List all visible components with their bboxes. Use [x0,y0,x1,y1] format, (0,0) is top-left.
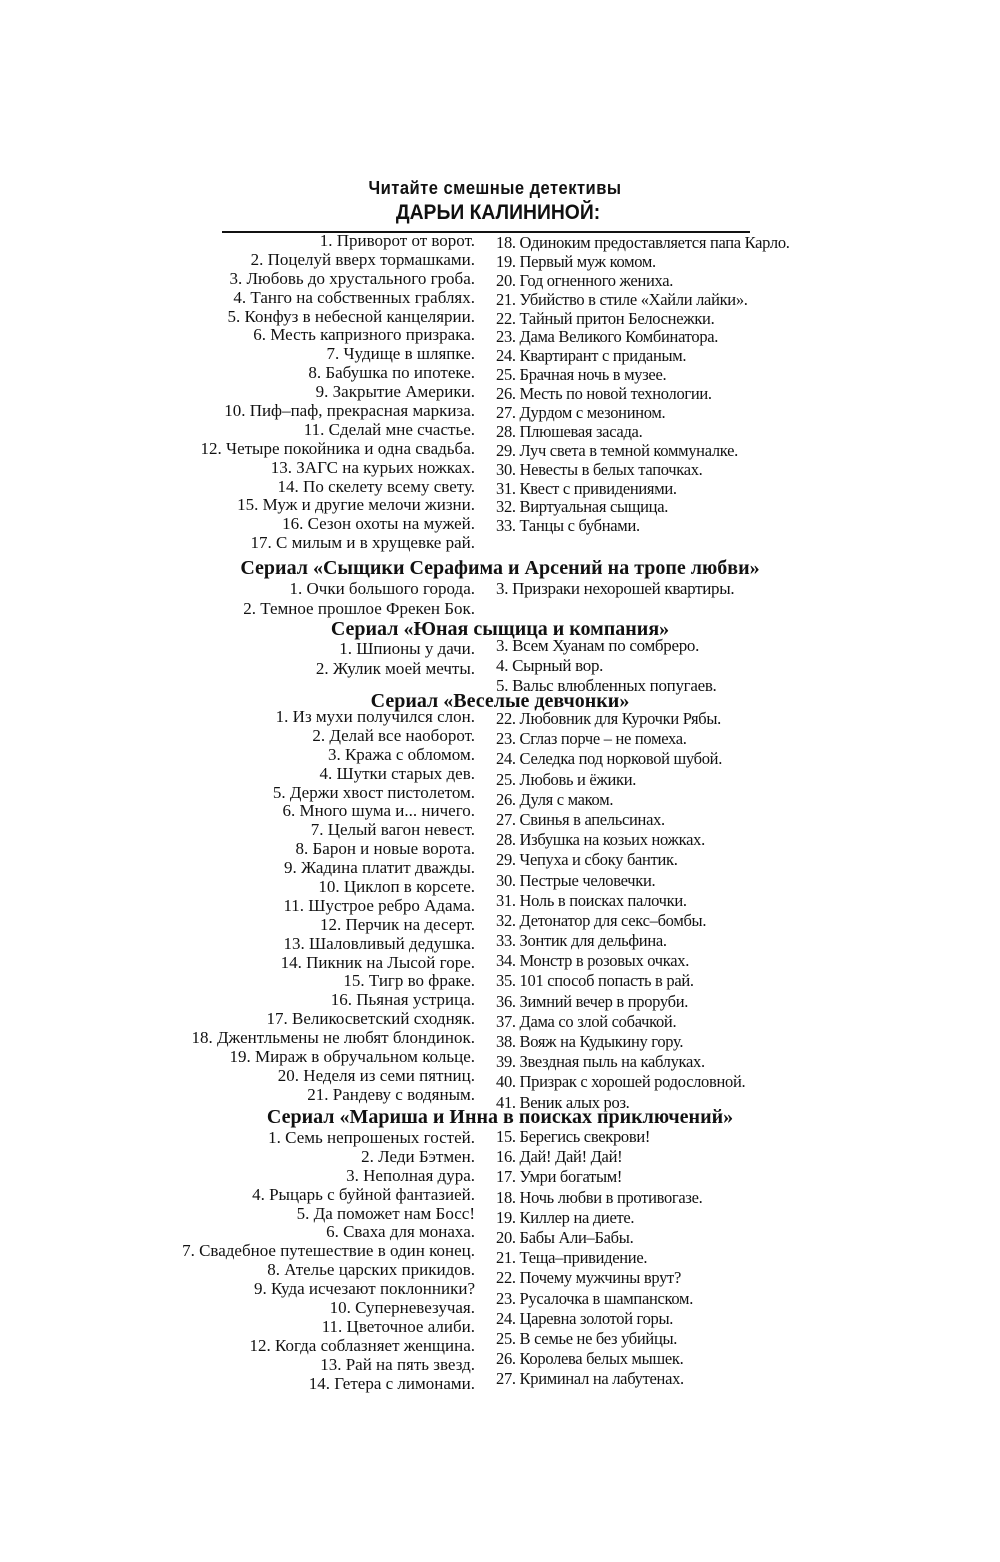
book-title: 5. Держи хвост пистолетом. [272,782,475,802]
book-title: 10. Циклоп в корсете. [318,877,475,897]
book-title: 7. Чудище в шляпке. [326,344,475,364]
book-title: 28. Плюшевая засада. [496,421,643,441]
book-title: 27. Криминал на лабутенах. [496,1369,684,1389]
book-title: 33. Зонтик для дельфина. [496,931,667,951]
book-title: 3. Призраки нехорошей квартиры. [496,579,735,598]
book-title: 16. Дай! Дай! Дай! [496,1147,623,1167]
book-title: 35. 101 способ попасть в рай. [496,971,694,991]
book-title: 20. Год огненного жениха. [496,270,674,290]
book-title: 17. Умри богатым! [496,1167,623,1187]
book-title: 36. Зимний вечер в проруби. [496,991,689,1011]
book-title: 8. Барон и новые ворота. [295,839,475,859]
book-title: 21. Рандеву с водяным. [307,1084,475,1104]
book-title: 11. Сделай мне счастье. [303,419,475,439]
book-title: 41. Веник алых роз. [496,1092,630,1112]
book-title: 4. Сырный вор. [496,656,604,675]
book-title: 23. Сглаз порче – не помеха. [496,729,687,749]
book-title: 27. Дурдом с мезонином. [496,403,666,423]
book-title: 20. Бабы Али–Бабы. [496,1227,634,1247]
book-title: 40. Призрак с хорошей родословной. [496,1072,746,1092]
book-title: 2. Темное прошлое Фрекен Бок. [243,598,475,618]
book-title: 3. Любовь до хрустального гроба. [229,268,475,288]
book-title: 16. Пьяная устрица. [330,990,475,1010]
book-title: 5. Вальс влюбленных попугаев. [496,676,717,695]
book-title: 9. Жадина платит дважды. [284,858,475,878]
book-title: 26. Месть по новой технологии. [496,384,712,404]
book-title: 23. Русалочка в шампанском. [496,1288,694,1308]
series-list-right [496,636,717,696]
book-title: 3. Всем Хуанам по сомбреро. [496,636,700,655]
series-list-left [182,1129,475,1393]
book-title: 22. Почему мужчины врут? [496,1268,681,1288]
book-title: 1. Семь непрошеных гостей. [268,1128,475,1147]
book-title: 18. Одиноким предоставляется папа Карло. [496,233,790,252]
author-name: ДАРЬИ КАЛИНИНОЙ: [395,201,601,224]
series-list-left [243,579,475,618]
book-title: 16. Сезон охоты на мужей. [282,514,475,534]
book-title: 2. Поцелуй вверх тормашками. [250,249,475,269]
book-title: 8. Ателье царских прикидов. [267,1260,475,1280]
book-title: 26. Королева белых мышек. [496,1349,684,1369]
book-title: 3. Неполная дура. [346,1165,475,1185]
book-title: 33. Танцы с бубнами. [496,516,640,536]
book-title: 5. Конфуз в небесной канцелярии. [227,306,475,326]
header-line-1: Читайте смешные детективы [368,178,622,198]
book-title: 15. Берегись свекрови! [496,1127,651,1146]
book-title: 6. Много шума и... ничего. [282,801,475,821]
book-title: 1. Из мухи получился слон. [275,707,475,726]
book-title: 4. Шутки старых дев. [319,763,475,783]
book-title: 12. Четыре покойника и одна свадьба. [200,438,475,458]
book-title: 25. В семье не без убийцы. [496,1328,678,1348]
book-title: 14. Пикник на Лысой горе. [280,952,475,972]
book-title: 7. Целый вагон невест. [310,820,475,840]
book-title: 23. Дама Великого Комбинатора. [496,327,719,347]
book-title: 19. Киллер на диете. [496,1207,635,1227]
book-title: 25. Брачная ночь в музее. [496,365,667,385]
book-title: 24. Селедка под норковой шубой. [496,749,723,769]
book-title: 2. Леди Бэтмен. [361,1146,475,1166]
book-title: 38. Вояж на Кудыкину гору. [496,1032,684,1051]
book-title: 11. Цветочное алиби. [321,1316,475,1336]
series-list-left [191,708,475,1105]
book-title: 10. Пиф–паф, прекрасная маркиза. [224,401,475,421]
book-title: 3. Кража с обломом. [327,744,475,764]
book-title: 30. Невесты в белых тапочках. [496,459,703,479]
book-title: 21. Теща–привидение. [496,1248,648,1268]
book-title: 12. Перчик на десерт. [319,914,475,934]
series-title: Сериал «Юная сыщица и компания» [330,618,670,640]
book-title: 13. Рай на пять звезд. [320,1354,475,1374]
book-title: 4. Танго на собственных граблях. [233,287,475,307]
series-title: Сериал «Мариша и Инна в поисках приключений» [266,1106,734,1128]
series-title: Сериал «Сыщики Серафима и Арсений на тропе любви» [240,557,760,579]
book-title: 1. Очки большого города. [289,579,475,598]
book-title: 1. Шпионы у дачи. [339,639,475,658]
book-title: 18. Джентльмены не любят блондинок. [191,1028,475,1048]
book-title: 27. Свинья в апельсинах. [496,809,665,829]
book-title: 2. Жулик моей мечты. [315,659,475,678]
book-title: 11. Шустрое ребро Адама. [283,895,475,915]
book-title: 7. Свадебное путешествие в один конец. [182,1241,475,1261]
book-title: 22. Тайный притон Белоснежки. [496,308,715,328]
series-list-right [496,579,734,599]
book-title: 14. Гетера с лимонами. [308,1373,475,1393]
book-title: 17. С милым и в хрущевке рай. [250,533,475,553]
series-title: Сериал «Веселые девчонки» [370,690,630,712]
book-title: 4. Рыцарь с буйной фантазией. [252,1184,475,1204]
book-title: 5. Да поможет нам Босс! [296,1203,475,1223]
book-title: 20. Неделя из семи пятниц. [277,1065,475,1085]
book-title: 28. Избушка на козьих ножках. [496,830,705,850]
book-title: 8. Бабушка по ипотеке. [308,363,475,383]
book-title: 15. Муж и другие мелочи жизни. [237,495,475,515]
book-title: 32. Виртуальная сыщица. [496,497,669,517]
book-title: 29. Чепуха и сбоку бантик. [496,850,678,870]
book-title: 24. Квартирант с приданым. [496,346,687,366]
book-title: 9. Закрытие Америки. [315,382,475,402]
book-title: 25. Любовь и ёжики. [496,769,637,789]
series-list-right [496,709,745,1113]
book-title: 32. Детонатор для секс–бомбы. [496,910,707,930]
book-title: 19. Первый муж комом. [496,251,656,271]
series-list-right [496,1127,703,1389]
book-title: 31. Ноль в поисках палочки. [496,890,687,910]
book-title: 18. Ночь любви в противогазе. [496,1187,703,1207]
book-title: 2. Делай все наоборот. [312,725,475,745]
book-title: 13. ЗАГС на курьих ножках. [270,457,475,477]
book-title: 29. Луч света в темной коммуналке. [496,440,738,460]
book-title: 34. Монстр в розовых очках. [496,951,690,971]
book-title: 19. Мираж в обручальном кольце. [229,1047,475,1067]
series-list-left [316,639,475,679]
book-title: 17. Великосветский сходняк. [266,1009,475,1029]
book-title: 26. Дуля с маком. [496,789,614,809]
book-title: 13. Шаловливый дедушка. [283,933,475,953]
book-title: 15. Тигр во фраке. [343,971,475,991]
book-title: 30. Пестрые человечки. [496,870,656,890]
book-title: 10. Суперневезучая. [329,1298,475,1318]
book-title: 24. Царевна золотой горы. [496,1308,674,1328]
book-title: 39. Звездная пыль на каблуках. [496,1052,705,1072]
main-list-left [201,232,475,553]
book-title: 14. По скелету всему свету. [277,476,475,496]
book-title: 37. Дама со злой собачкой. [496,1011,677,1031]
book-title: 6. Сваха для монаха. [326,1222,475,1242]
book-title: 21. Убийство в стиле «Хайли лайки». [496,289,748,309]
book-title: 31. Квест с привидениями. [496,478,677,498]
book-title: 9. Куда исчезают поклонники? [254,1279,475,1299]
book-title: 6. Месть капризного призрака. [253,325,475,345]
main-list-right [496,234,790,536]
book-title: 22. Любовник для Курочки Рябы. [496,709,721,728]
book-title: 1. Приворот от ворот. [319,231,475,250]
book-title: 12. Когда соблазняет женщина. [249,1335,475,1355]
